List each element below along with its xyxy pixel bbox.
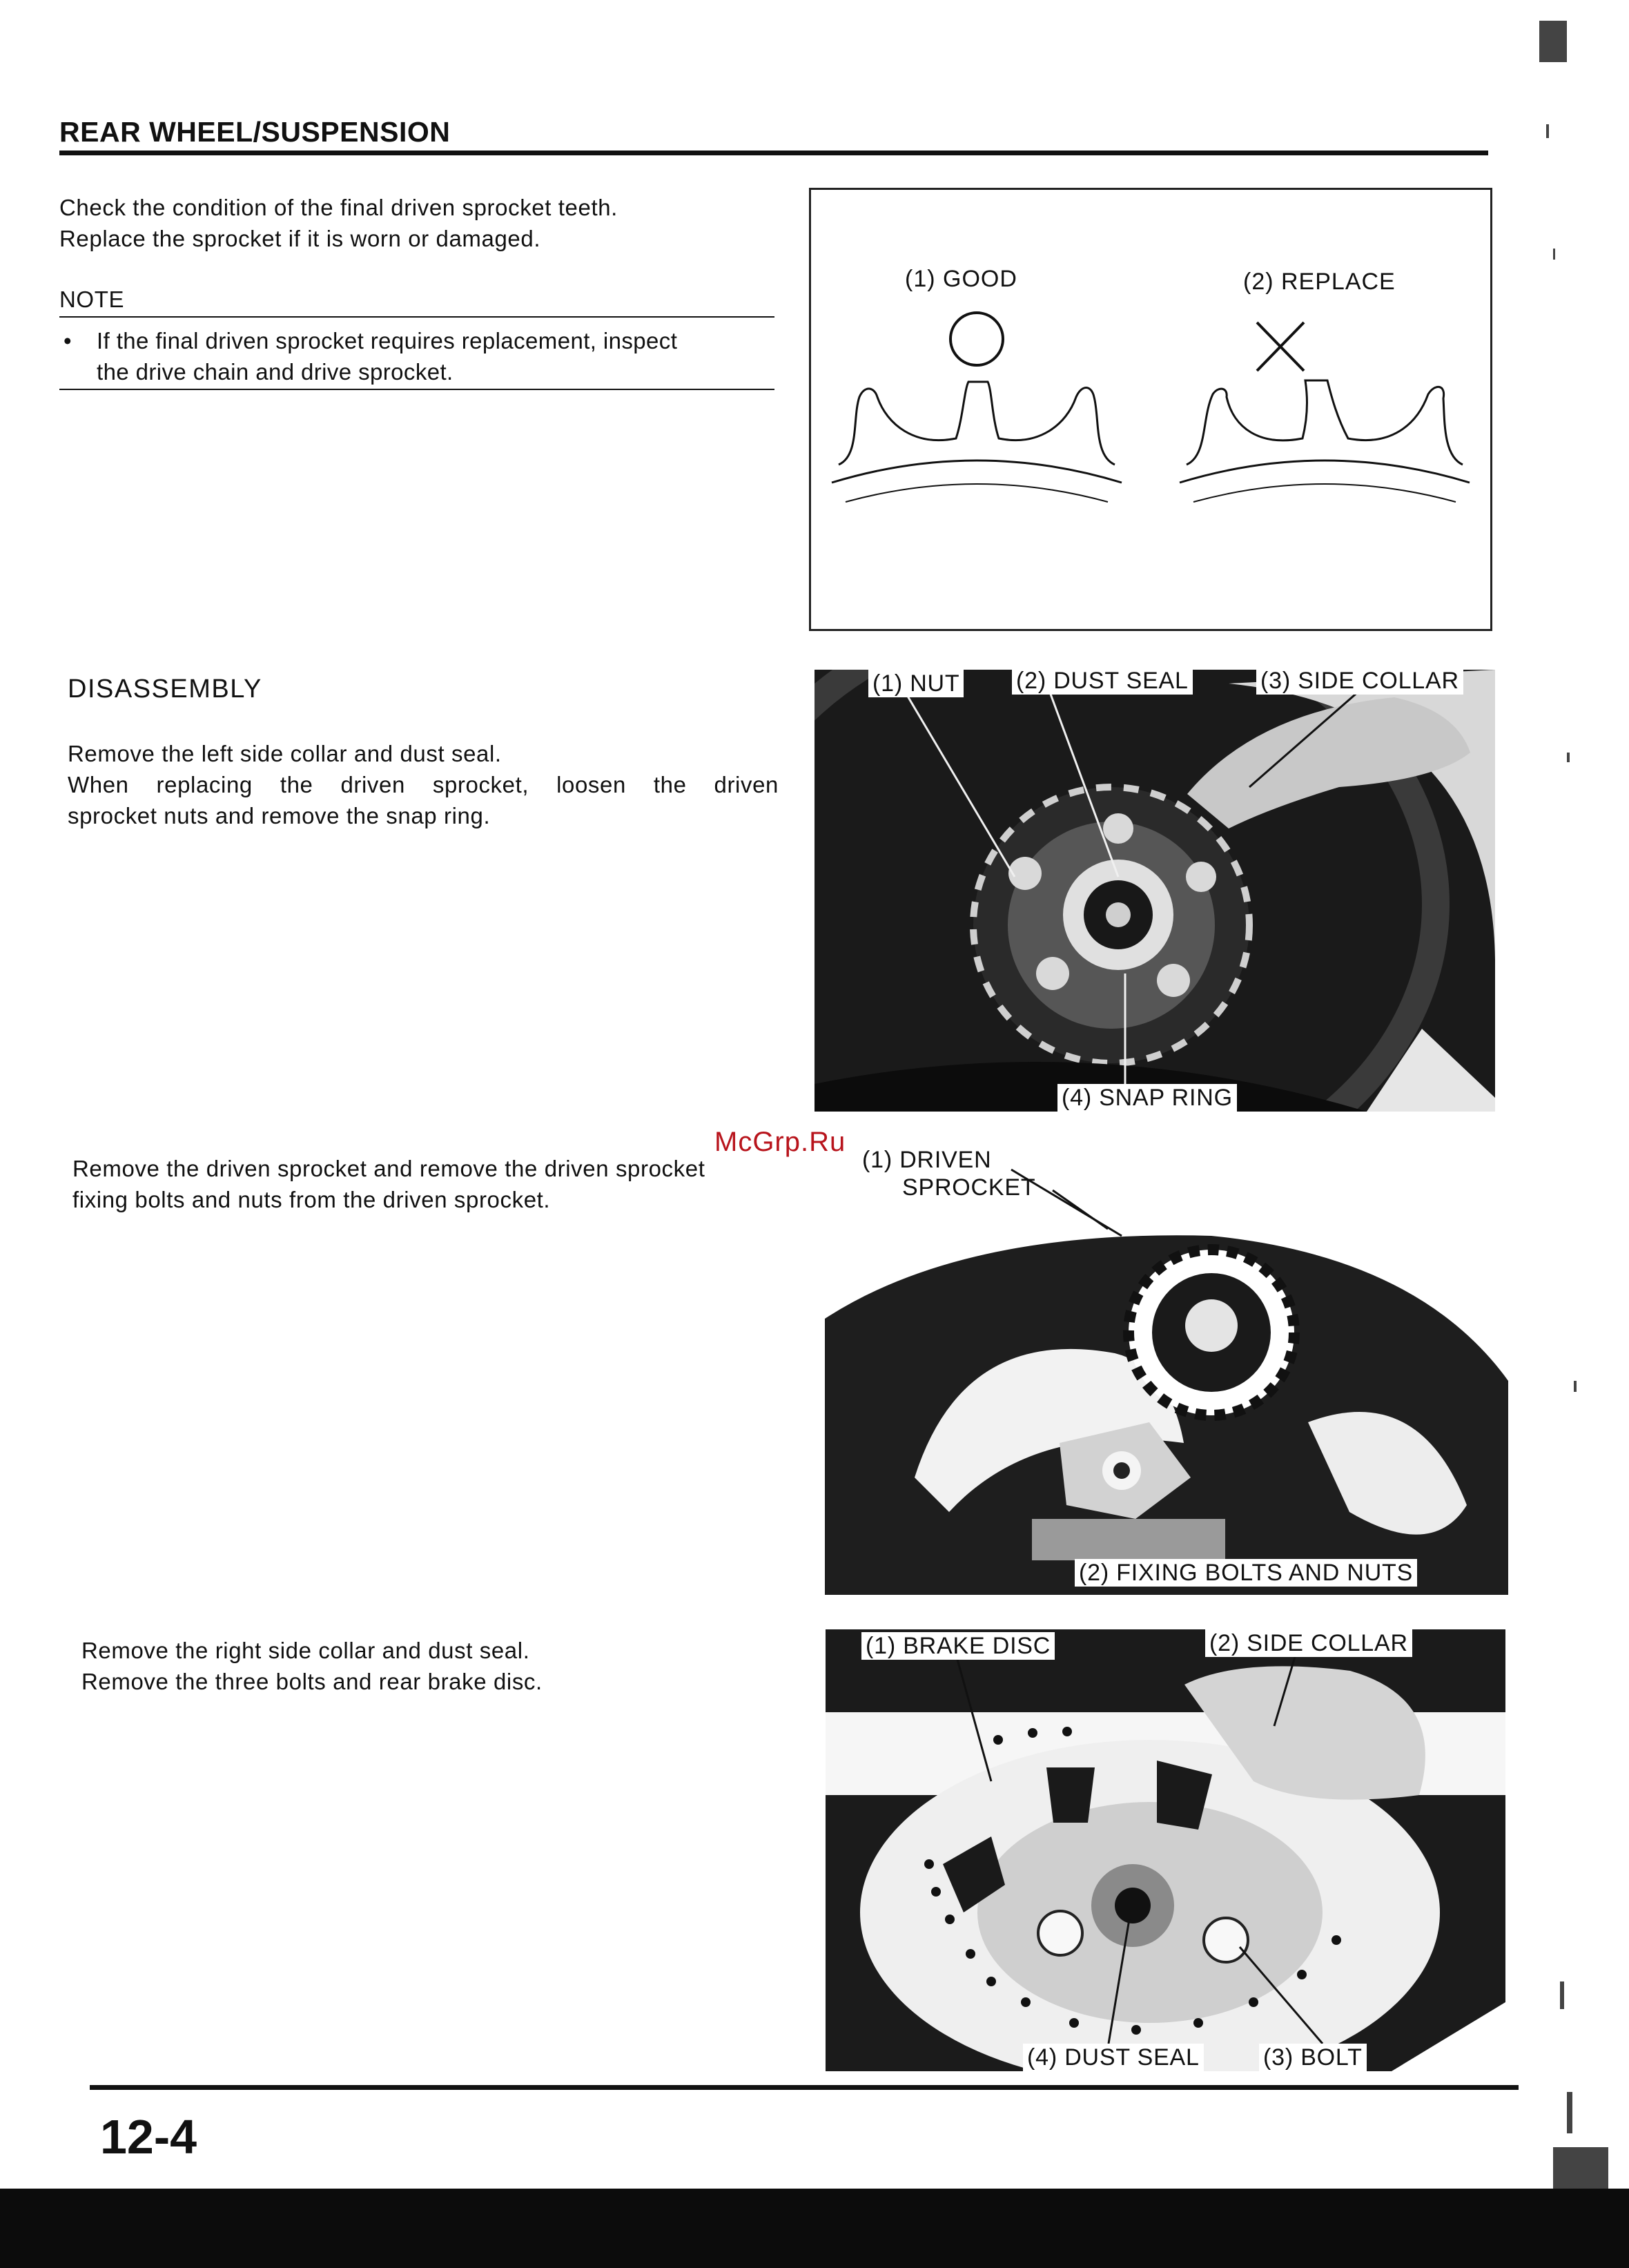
title-rule bbox=[59, 151, 1488, 155]
note-rule-top bbox=[59, 316, 774, 318]
label-brake-disc: (1) BRAKE DISC bbox=[861, 1632, 1055, 1660]
note-bullet bbox=[64, 325, 774, 387]
section-title: REAR WHEEL/SUSPENSION bbox=[59, 116, 451, 148]
note-rule-bottom bbox=[59, 389, 774, 390]
bullet-dot: • bbox=[64, 328, 72, 353]
driven-leader-lines bbox=[825, 1132, 1508, 1408]
text-line: Remove the left side collar and dust seal. bbox=[68, 741, 502, 766]
label-dust-seal: (2) DUST SEAL bbox=[1012, 670, 1193, 695]
replace-label: (2) REPLACE bbox=[1243, 269, 1396, 295]
text-line: fixing bolts and nuts from the driven sprocket. bbox=[72, 1187, 551, 1212]
note-label: NOTE bbox=[59, 287, 125, 312]
step2-text bbox=[72, 1153, 804, 1215]
good-circle-icon bbox=[950, 313, 1003, 365]
label-nut: (1) NUT bbox=[868, 670, 964, 697]
scan-specks bbox=[1525, 21, 1629, 2189]
sprocket-check-text bbox=[59, 192, 784, 254]
photo-sprocket-nuts-drawing bbox=[814, 670, 1495, 1112]
label-snap-ring: (4) SNAP RING bbox=[1057, 1084, 1237, 1112]
good-label: (1) GOOD bbox=[905, 266, 1017, 292]
photo-sprocket-nuts bbox=[814, 670, 1495, 1112]
text-line: Replace the sprocket if it is worn or damaged. bbox=[59, 226, 541, 251]
label-bolt: (3) BOLT bbox=[1259, 2044, 1367, 2071]
replace-cross-icon bbox=[1257, 322, 1304, 371]
note-line: If the final driven sprocket requires replacement, inspect bbox=[97, 328, 678, 353]
disassembly-heading: DISASSEMBLY bbox=[68, 675, 262, 704]
worn-inner-arc bbox=[1193, 484, 1456, 502]
photo-brake-disc bbox=[826, 1629, 1505, 2071]
scan-edge-band bbox=[0, 2189, 1629, 2268]
label-side-collar: (3) SIDE COLLAR bbox=[1256, 670, 1463, 695]
text-line: When replacing the driven sprocket, loosen the driven bbox=[68, 772, 779, 797]
text-line: sprocket nuts and remove the snap ring. bbox=[68, 803, 491, 828]
good-inner-arc bbox=[846, 484, 1108, 502]
label-side-collar-right: (2) SIDE COLLAR bbox=[1205, 1629, 1412, 1657]
label-dust-seal-right: (4) DUST SEAL bbox=[1023, 2044, 1204, 2071]
photo-brake-disc-drawing bbox=[826, 1629, 1505, 2071]
text-line: Remove the right side collar and dust seal. bbox=[81, 1638, 530, 1663]
worn-teeth-outline bbox=[1187, 380, 1463, 465]
good-teeth-outline bbox=[839, 382, 1115, 465]
tooth-condition-figure bbox=[809, 188, 1492, 631]
label-driven-line1: (1) DRIVEN bbox=[862, 1147, 992, 1173]
watermark: McGrp.Ru bbox=[714, 1127, 846, 1157]
page-number: 12-4 bbox=[100, 2110, 197, 2164]
text-line: Remove the driven sprocket and remove the driven sprocket bbox=[72, 1156, 705, 1181]
text-line: Check the condition of the final driven sprocket teeth. bbox=[59, 195, 618, 220]
photo-driven-sprocket-area bbox=[825, 1147, 1508, 1595]
footer-rule bbox=[90, 2085, 1519, 2090]
tooth-drawings bbox=[811, 190, 1490, 629]
disassembly-text bbox=[68, 738, 779, 831]
text-line: Remove the three bolts and rear brake disc. bbox=[81, 1669, 543, 1694]
note-line: the drive chain and drive sprocket. bbox=[97, 359, 453, 385]
label-fixing-bolts: (2) FIXING BOLTS AND NUTS bbox=[1075, 1559, 1417, 1587]
good-rim-arc bbox=[832, 461, 1122, 483]
step3-text bbox=[81, 1635, 799, 1697]
worn-rim-arc bbox=[1180, 461, 1470, 483]
label-driven-line2: SPROCKET bbox=[902, 1174, 1036, 1201]
